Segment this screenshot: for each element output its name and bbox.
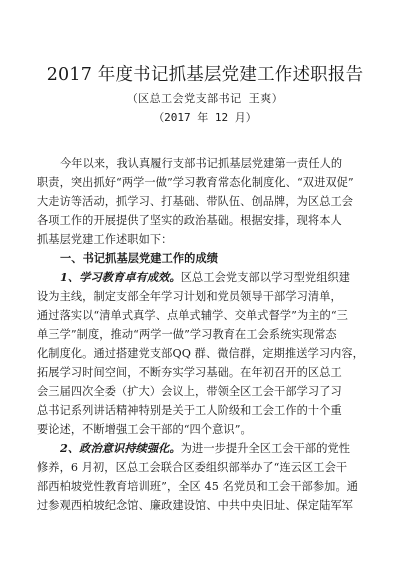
body-line: 通过落实以“清单式真学、点单式辅学、交单式督学”为主的“三 (37, 309, 348, 322)
intro-line: 大走访等活动，抓学习、打基础、带队伍、创品牌，为区总工会 (37, 195, 354, 208)
intro-line: 抓基层党建工作述职如下： (37, 233, 173, 246)
body-line: 化制度化。通过搭建党支部QQ 群、微信群，定期推送学习内容， (37, 347, 364, 360)
body-line: 设为主线，制定支部全年学习计划和党员领导干部学习清单， (37, 290, 342, 303)
item-first-line (60, 441, 371, 456)
body-line: 单三学”制度，推动“两学一做”学习教育在工会系统实现常态 (37, 328, 337, 341)
section-heading: 一、书记抓基层党建工作的成绩 (60, 251, 219, 265)
item-heading: 1、学习教育卓有成效。 (60, 270, 181, 284)
body-line: 会三届四次全委（扩大）会议上，带领全区工会干部学习了习 (37, 385, 342, 398)
intro-line: 今年以来，我认真履行支部书记抓基层党建第一责任人的 (60, 157, 343, 170)
document-author: （区总工会党支部书记 王爽） (126, 92, 284, 105)
body-line: 总书记系列讲话精神特别是关于工人阶级和工会工作的十个重 (37, 404, 342, 417)
item-heading: 2、政治意识持续强化。 (60, 441, 181, 455)
body-line: 过参观西柏坡纪念馆、廉政建设馆、中共中央旧址、保定陆军军 (37, 499, 354, 512)
body-line: 要论述，不断增强工会干部的“四个意识”。 (37, 423, 252, 436)
document-title: 2017 年度书记抓基层党建工作述职报告 (46, 65, 364, 85)
document-date: （2017 年 12 月） (153, 111, 257, 124)
item-text: 为进一步提升全区工会干部的党性 (180, 442, 351, 455)
item-text: 区总工会党支部以学习型党组织建 (180, 271, 351, 284)
body-line: 修养，6 月初，区总工会联合区委组织部举办了“连云区工会干 (37, 461, 348, 474)
intro-line: 各项工作的开展提供了坚实的政治基础。根据安排，现将本人 (37, 214, 342, 227)
body-line: 部西柏坡党性教育培训班”，全区 45 名党员和工会干部参加。通 (37, 480, 359, 493)
body-line: 拓展学习时间空间，不断夯实学习基础。在年初召开的区总工 (37, 366, 342, 379)
intro-line: 职责，突出抓好“两学一做”学习教育常态化制度化、“双进双促” (37, 176, 354, 189)
item-first-line (60, 270, 371, 285)
